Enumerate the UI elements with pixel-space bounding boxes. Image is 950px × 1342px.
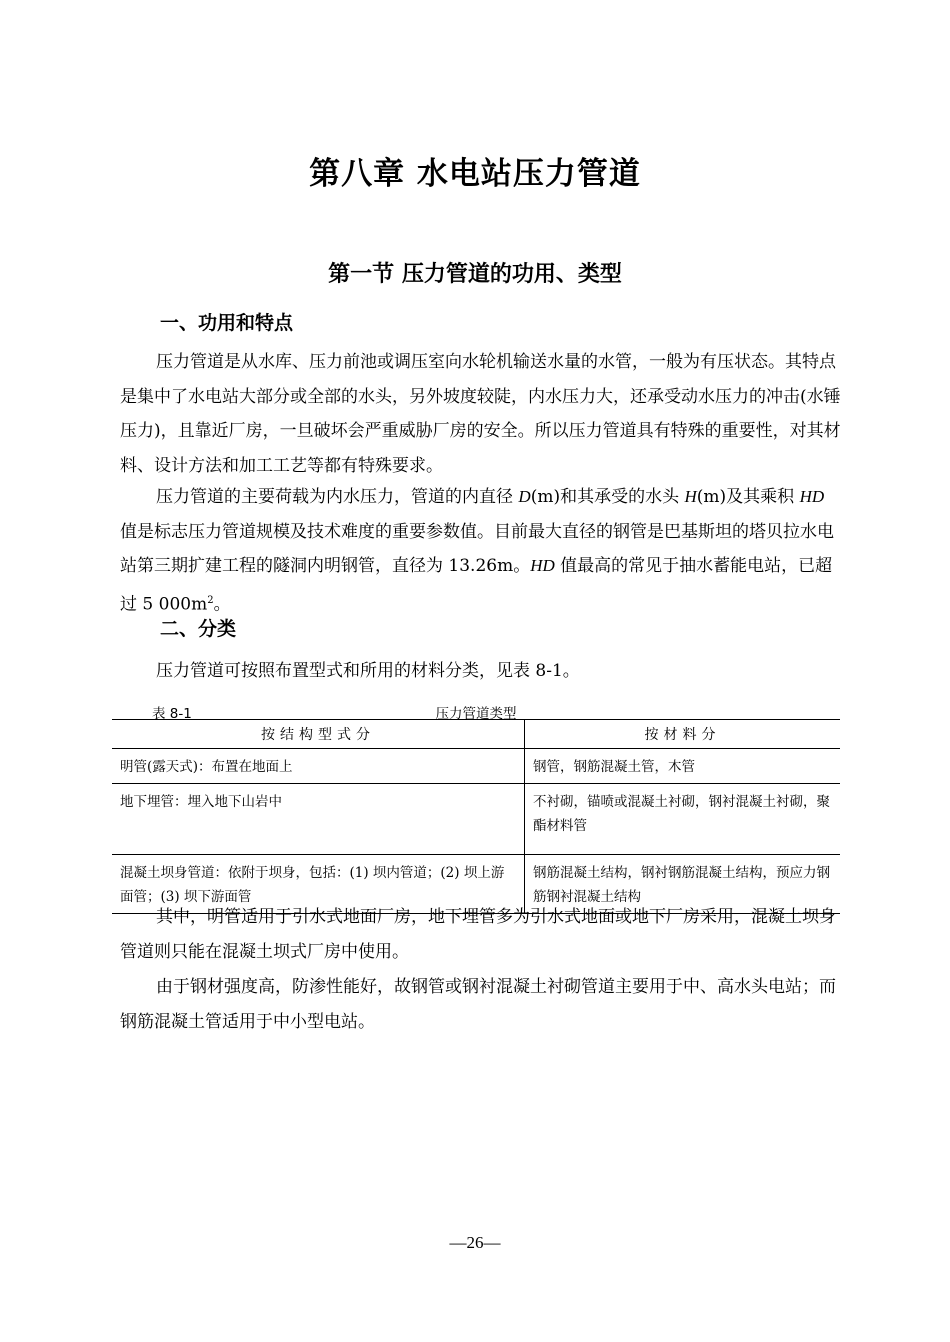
table-caption [112, 700, 840, 720]
text-segment: 压力管道的主要荷载为内水压力，管道的内直径 [156, 487, 519, 507]
text-segment: 。 [213, 594, 231, 615]
symbol-d: D [518, 487, 531, 506]
text-segment: (m)及其乘积 [696, 487, 800, 507]
table-number: 表 8-1 [152, 706, 192, 722]
paragraph-materials: 由于钢材强度高，防渗性能好，故钢管或钢衬混凝土衬砌管道主要用于中、高水头电站；而钢筋混凝土管适用于中小型电站。 [120, 977, 836, 1032]
table-cell: 混凝土坝身管道：依附于坝身，包括：(1) 坝内管道；(2) 坝上游面管；(3) 坝下游面管 [112, 855, 525, 914]
table-cell: 钢管，钢筋混凝土管，木管 [525, 749, 841, 784]
table-cell: 不衬砌，锚喷或混凝土衬砌，钢衬混凝土衬砌，聚酯材料管 [525, 784, 841, 855]
table-cell: 地下埋管：埋入地下山岩中 [112, 784, 525, 855]
header-by-material: 按材料分 [525, 720, 841, 749]
chapter-title: 第八章 水电站压力管道 [309, 156, 641, 192]
paragraph-classification: 压力管道可按照布置型式和所用的材料分类，见表 8-1。 [156, 661, 580, 681]
subsection-heading-function: 一、功用和特点 [160, 312, 294, 334]
pipe-types-table [112, 719, 840, 914]
text-segment: 值是标志压力管道规模及技术难度的重要参数值。目前最大直径的钢管是巴基斯坦的塔贝拉水电站第三期扩建工程的隧洞内明钢管，直径为 13.26m。 [120, 521, 834, 576]
symbol-hd: HD [530, 556, 555, 575]
text-segment: (m)和其承受的水头 [530, 487, 685, 507]
table-cell: 明管(露天式)：布置在地面上 [112, 749, 525, 784]
text-segment: 值最高的常见于抽水蓄能电站，已超过 5 000m [120, 556, 833, 615]
section-title: 第一节 压力管道的功用、类型 [328, 262, 622, 287]
superscript-2: 2 [207, 594, 214, 606]
page-number: —26— [449, 1233, 501, 1252]
table-header-row [112, 720, 840, 749]
paragraph-load [120, 480, 842, 622]
table-row [112, 784, 840, 855]
table-cell: 钢筋混凝土结构，钢衬钢筋混凝土结构，预应力钢筋钢衬混凝土结构 [525, 855, 841, 914]
symbol-hd: HD [799, 487, 825, 506]
header-by-structure: 按结构型式分 [112, 720, 525, 749]
symbol-h: H [684, 487, 697, 506]
paragraph-function: 压力管道是从水库、压力前池或调压室向水轮机输送水量的水管，一般为有压状态。其特点是集中了水电站大部分或全部的水头，另外坡度较陡，内水压力大，还承受动水压力的冲击(水锤压力)，且靠近厂房，一旦破坏会严重威胁厂房的安全。所以压力管道具有特殊的重要性，对其材料、设计方法和加工工艺等都有特殊要求。 [120, 352, 841, 476]
table-row [112, 749, 840, 784]
subsection-heading-classification: 二、分类 [160, 618, 237, 640]
paragraph-usage: 其中，明管适用于引水式地面厂房，地下埋管多为引水式地面或地下厂房采用，混凝土坝身管道则只能在混凝土坝式厂房中使用。 [120, 907, 836, 962]
table-title: 压力管道类型 [435, 706, 517, 722]
